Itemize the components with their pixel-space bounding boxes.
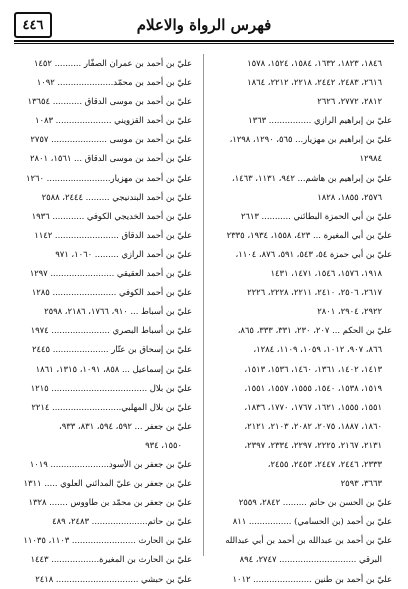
index-entry: ٢٦١٧، ٢٥٠٦، ٢٤١٠، ٢٢١١، ٢٢٢٨، ٢٢٢٦	[247, 287, 382, 298]
header-rule-thin	[14, 43, 394, 44]
column-divider	[203, 54, 204, 556]
index-entry: عليّ بن أحمد الدقاق ........................ ١١٤٢	[34, 229, 192, 240]
index-entry: عليّ بن إبراهيم الرازي ................ ١٣٦٣	[248, 115, 392, 126]
index-entry: عليّ بن إسماعيل ... ٨٥٨، ١٠٩١، ١٣١٥، ١٨٦١	[35, 363, 192, 374]
index-entry: عليّ بن أحمد بن موسى الدقاق ... ١٥٦١، ٢٨٠١	[29, 153, 192, 164]
header-rule	[14, 40, 394, 42]
index-entry: عليّ بن جعفر بن الأسود...................... ١٠١٩	[29, 458, 192, 469]
index-entry: عليّ بن أحمد بن موسى الدقاق ........... ١٣٦٥٤	[27, 96, 192, 107]
index-entry: ١٥١٩، ١٥٣٨، ١٥٤٠، ١٥٥٥، ١٥٥٧، ١٥٥١،	[244, 382, 382, 393]
index-column-left	[16, 54, 192, 589]
index-entry: عليّ بن أسباط البصري ...................... ١٩٧٤	[30, 325, 192, 336]
index-entry: عليّ بن أحمد الكوفي ........................ ١٢٨٥	[31, 287, 192, 298]
index-entry: ١٤١٣، ١٤٠٢، ١٣٦١، ١٤٦٠، ١٥٣٦، ١٥١٣،	[244, 363, 382, 374]
index-entry: عليّ بن حاتم..................... ٢٤٨٣، ٤٨٩	[52, 516, 192, 527]
index-entry: ٢١٣١، ٢١٦٧، ٢٢٢٥، ٢٢٩٧، ٢٣٣٤، ٢٣٩٧،	[244, 439, 382, 450]
page-number: ٤٤٦	[14, 12, 52, 38]
index-entry: ٢٦١٦، ٢٤٨٣، ٢٤٤٢، ٢٢١٨، ٢٢١٢، ١٨٦٤	[247, 77, 382, 88]
index-entry: عليّ بن أبي حمزة ٥٤، ٥٤٣، ٥٩١، ٨٧٦، ١١٠٤،	[235, 248, 392, 259]
index-entry: عليّ بن الحسن بن حاتم ......... ٢٨٤٢، ٢٥٥٩	[238, 497, 392, 508]
index-entry: ١٨٤٦، ١٨٢٣، ١٦٣٢، ١٥٨٤، ١٥٢٤، ١٥٧٨	[247, 58, 382, 68]
index-entry: عليّ بن أحمد العقيقي ........................ ١٢٩٧	[29, 268, 192, 279]
index-entry: عليّ بن أحمد بن عمران الصفّار .......... ١٤٥٢	[33, 58, 192, 68]
index-entry: عليّ بن أحمد (بن الحسامي) ................ ٨١١	[232, 516, 392, 527]
index-entry: عليّ بن أحمد بن طنين ...................... ١٠١٢	[232, 573, 392, 584]
index-entry: ٨٦٦، ٩٠٧، ١٠١٢، ١٠٥٩، ١١٠٩، ١٢٨٤،	[253, 344, 382, 355]
page-title: فهرس الرواة والاعلام	[136, 16, 272, 34]
index-column-right	[218, 54, 392, 589]
index-entry: عليّ بن أحمد البندنيجي ......... ٢٤٤٤، ٢٥٨٨	[41, 191, 192, 202]
index-entry: عليّ بن بلال .................................... ١٢١٥	[30, 382, 192, 393]
index-entry: ١٥٥٠، ٩٣٤	[145, 439, 182, 450]
index-entry: ١٩١٨، ١٥٧٦، ١٥٤٦، ١٤٧١، ١٤٣١	[270, 268, 382, 279]
index-entry: ١٨٦٠، ١٨٨٧، ٢٠٧٥، ٢٠٨٢، ٢١٠٣، ٢١٢١،	[244, 420, 382, 431]
index-entry: عليّ بن إسحاق بن عتّار ..................... ٢٤٤٥	[32, 344, 192, 355]
index-entry: عليّ بن أحمد الرازي ......... ١٠٦٠، ٩٧١	[55, 248, 192, 259]
index-entry: ٢٩٢٢، ٢٩٠٤، ٢٨٠١	[317, 306, 382, 317]
index-entry: عليّ بن أحمد القزويني ..................... ١٠٨٣	[34, 115, 192, 126]
index-entry: عليّ بن أسباط ... ٩١٠، ١٧٦٦، ٢١٨٦، ٢٥٩٨	[44, 306, 192, 317]
index-entry: عليّ بن أحمد بن مهزيار........................ ١٢٦٠	[25, 172, 192, 183]
index-entry: عليّ بن الحارث بن المغيرة.................. ١٤٤٣	[30, 554, 192, 565]
index-entry: عليّ بن الحكم ... ٢٠٧، ٢٣٠، ٣٣١، ٣٣٣، ٨٦٥،	[237, 325, 392, 336]
index-entry: عليّ بن جعفر بن عليّ المدائني العلوي ..... ١٣١١	[23, 478, 192, 489]
index-entry: عليّ بن حبشي ............................... ٢٤١٨	[35, 573, 192, 584]
index-entry: ٢٥٧٦، ١٨٥٥، ١٨٢٨	[317, 191, 382, 202]
index-entry: عليّ بن أبي المغيرة ... ٤٢٣، ١٥٥٨، ١٩٣٤، ٢٣٣٥	[226, 229, 392, 240]
index-entry: ٢٨١٢، ٢٧٧٢، ٢٦٢٦	[317, 96, 382, 107]
index-entry: عليّ بن أحمد بن عبدالله بن أحمد بن أبي عبدالله	[225, 535, 392, 546]
index-entry: عليّ بن جعفر بن محمّد بن طاووس ....... ١٣٢٨	[28, 497, 192, 508]
index-entry: ٣٦٦٣، ٢٥٩٣	[340, 478, 382, 489]
index-entry: ١٢٩٨٤	[359, 153, 382, 164]
index-entry: عليّ بن إبراهيم بن مهزيار... ٥٦٥، ١٢٩٠، ١٢٩٨،	[229, 134, 392, 145]
index-entry: عليّ بن جعفر ... ٥٩٢، ٥٩٤، ٨٣١، ٩٣٣،	[59, 420, 192, 431]
index-entry: عليّ بن أحمد الخديجي الكوفي ............ ١٩٣٦	[31, 210, 192, 221]
index-entry: ٢٣٣٣، ٢٤٤٦، ٢٤٤٧، ٢٤٥٣، ٢٤٥٥،	[267, 458, 382, 469]
index-entry: عليّ بن إبراهيم بن هاشم... ٩٤٢، ١١٣١، ١٤٦٣،	[231, 172, 392, 183]
index-entry: عليّ بن أحمد بن موسى ..................... ٢٧٥٧	[30, 134, 192, 145]
index-entry: عليّ بن بلال المهلبي.......................... ٢٢١٤	[31, 401, 192, 412]
page-header	[14, 10, 394, 42]
index-entry: عليّ بن الحارث ........................ ١١٠٣، ١١٠٣٥	[23, 535, 192, 546]
index-entry: عليّ بن أبي الحمزة البطائني ........... ٢٦١٣	[240, 210, 392, 221]
index-entry: البرقي ............................. ٢٧٤٧، ٨٩٤	[239, 554, 382, 565]
index-entry: عليّ بن أحمد بن محمّد..................... ١٠٩٢	[36, 77, 192, 88]
index-entry: ١٥٥١، ١٥٥٥، ١٦٢١، ١٧٦٧، ١٧٧٠، ١٨٣٦،	[244, 401, 382, 412]
